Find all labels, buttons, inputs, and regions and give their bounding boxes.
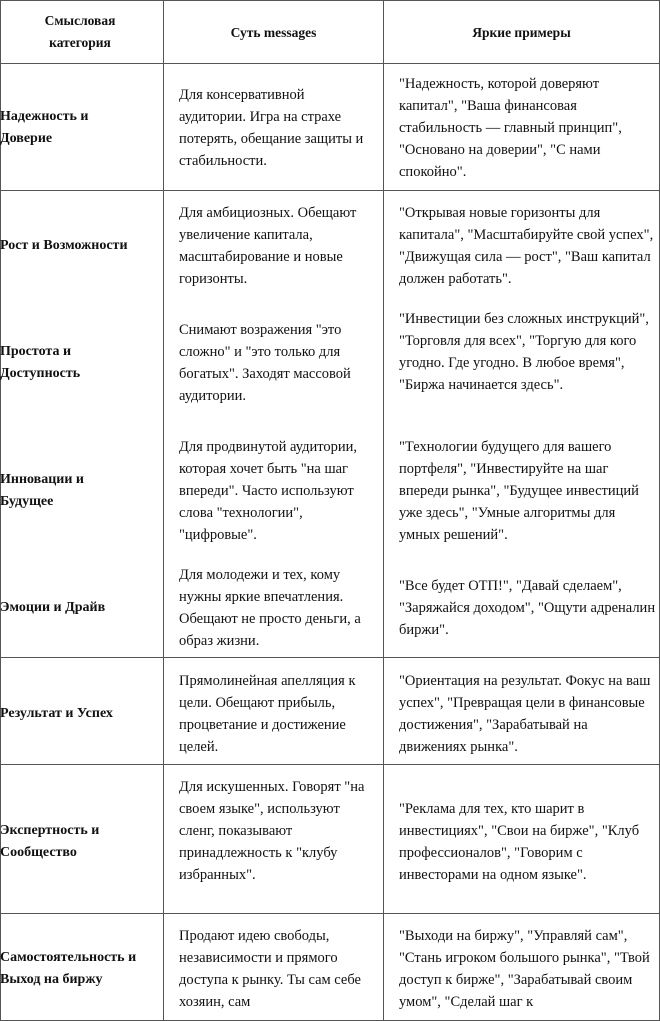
row-divider: [0, 913, 660, 914]
row-divider: [0, 190, 660, 191]
column-divider-1: [163, 0, 164, 1021]
essence-innovation: Для продвинутой аудитории, которая хочет быть "на шаг впереди". Часто используют слова "технологии", "цифровые".: [179, 439, 358, 543]
category-expertise: Экспертность и Сообщество: [0, 823, 100, 860]
examples-reliability: "Надежность, которой доверяют капитал", "Ваша финансовая стабильность — главный принцип", "Основано на доверии", "С нами спокойно".: [399, 76, 622, 180]
header-examples: Яркие примеры: [472, 25, 571, 40]
essence-growth: Для амбициозных. Обещают увеличение капитала, масштабирование и новые горизонты.: [179, 205, 357, 287]
row-divider: [0, 764, 660, 765]
category-innovation: Инновации и Будущее: [0, 472, 84, 509]
category-emotions: Эмоции и Драйв: [0, 600, 106, 615]
examples-emotions: "Все будет ОТП!", "Давай сделаем", "Заряжайся доходом", "Ощути адреналин биржи".: [399, 578, 656, 638]
category-simplicity: Простота и Доступность: [0, 344, 81, 381]
examples-innovation: "Технологии будущего для вашего портфеля", "Инвестируйте на шаг впереди рынка", "Будущее инвестиций уже здесь", "Умные алгоритмы для умных решений".: [399, 439, 639, 543]
category-growth: Рост и Возможности: [0, 238, 128, 253]
row-divider: [0, 657, 660, 658]
essence-expertise: Для искушенных. Говорят "на своем языке", используют сленг, показывают принадлежность к "клубу избранных".: [179, 779, 365, 883]
essence-emotions: Для молодежи и тех, кому нужны яркие впечатления. Обещают не просто деньги, а образ жизни.: [179, 567, 361, 649]
examples-simplicity: "Инвестиции без сложных инструкций", "Торговля для всех", "Торгую для кого угодно. Где угодно. В любое время", "Биржа начинается здесь".: [399, 311, 649, 393]
header-essence: Суть messages: [230, 25, 317, 40]
column-divider-2: [383, 0, 384, 1021]
category-independence: Самостоятельность и Выход на биржу: [0, 950, 137, 987]
examples-result: "Ориентация на результат. Фокус на ваш успех", "Превращая цели в финансовые достижения", "Зарабатывай на движениях рынка".: [399, 673, 651, 755]
essence-reliability: Для консервативной аудитории. Игра на страхе потерять, обещание защиты и стабильности.: [179, 87, 364, 169]
table-border-top: [0, 0, 660, 1]
header-category: Смысловая категория: [44, 13, 116, 50]
examples-expertise: "Реклама для тех, кто шарит в инвестициях", "Свои на бирже", "Клуб профессионалов", "Говорим с инвесторами на одном языке".: [399, 801, 640, 883]
category-result: Результат и Успех: [0, 706, 113, 721]
examples-growth: "Открывая новые горизонты для капитала", "Масштабируйте свой успех", "Движущая сила — рост", "Ваш капитал должен работать".: [399, 205, 654, 287]
category-reliability: Надежность и Доверие: [0, 109, 89, 146]
examples-independence: "Выходи на биржу", "Управляй сам", "Стань игроком большого рынка", "Твой доступ к бирже", "Зарабатывай своим умом", "Сделай шаг к: [399, 928, 650, 1010]
header-divider: [0, 63, 660, 64]
essence-result: Прямолинейная апелляция к цели. Обещают прибыль, процветание и достижение целей.: [179, 673, 356, 755]
essence-simplicity: Снимают возражения "это сложно" и "это только для богатых". Заходят массовой аудитории.: [179, 322, 351, 404]
essence-independence: Продают идею свободы, независимости и прямого доступа к рынку. Ты сам себе хозяин, сам: [179, 928, 361, 1010]
